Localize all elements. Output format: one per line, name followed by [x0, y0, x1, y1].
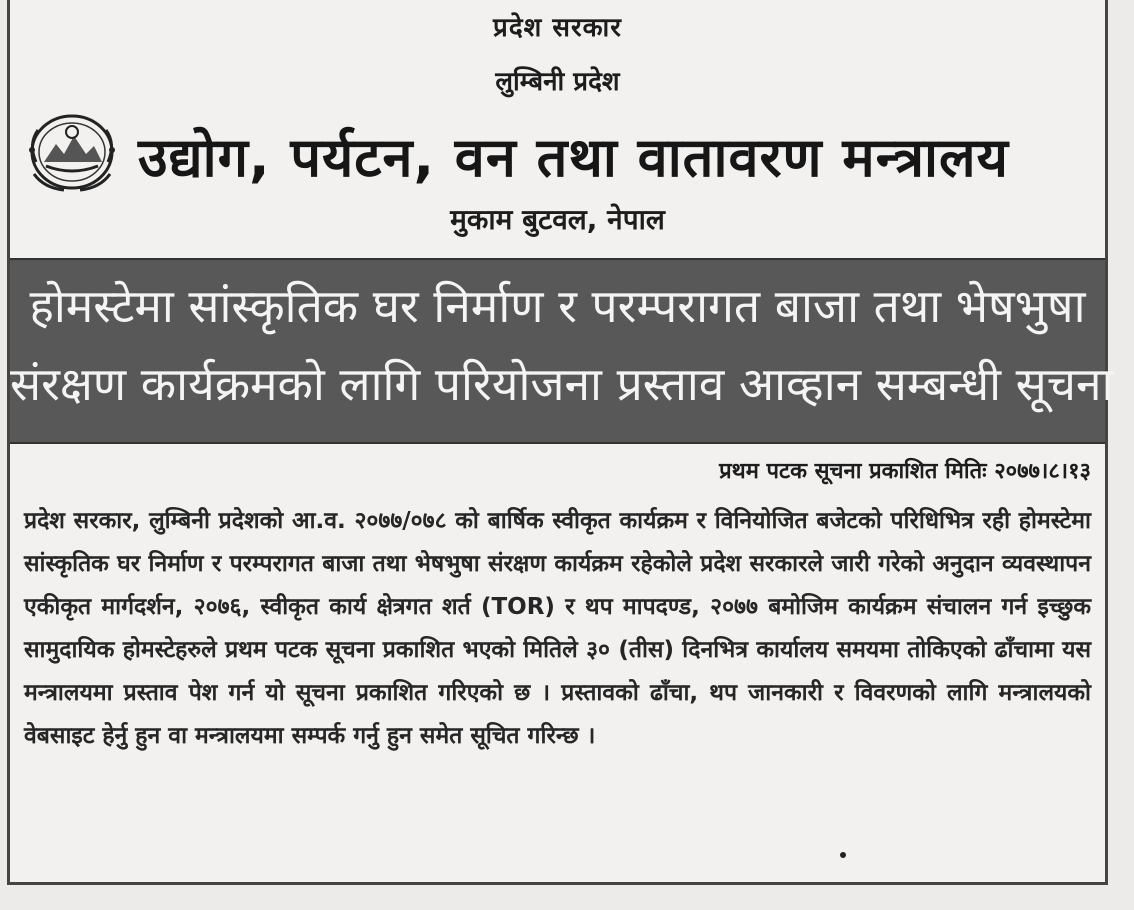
nepal-government-emblem-icon — [24, 104, 120, 196]
notice-title-line-1: होमस्टेमा सांस्कृतिक घर निर्माण र परम्परागत बाजा तथा भेषभुषा — [29, 279, 1086, 333]
notice-body: प्रदेश सरकार, लुम्बिनी प्रदेशको आ.व. २०७७/०७८ को बार्षिक स्वीकृत कार्यक्रम र विनियोजित बजेटको परिधिभित्र रही होमस्टेमा सांस्कृतिक घर निर्माण र परम्परागत बाजा तथा भेषभुषा संरक्षण कार्यक्रम रहेकोले प्रदेश सरकारले जारी गरेको अनुदान व्यवस्थापन एकीकृत मार्गदर्शन, २०७६, स्वीकृत कार्य क्षेत्रगत शर्त (TOR) र थप मापदण्ड, २०७७ बमोजिम कार्यक्रम संचालन गर्न इच्छुक सामुदायिक होमस्टेहरुले प्रथम पटक सूचना प्रकाशित भएको मितिले ३० (तीस) दिनभित्र कार्यालय समयमा तोकिएको ढाँचामा यस मन्त्रालयमा प्रस्ताव पेश गर्न यो सूचना प्रकाशित गरिएको छ । प्रस्तावको ढाँचा, थप जानकारी र विवरणको लागि मन्त्रालयको वेबसाइट हेर्नु हुन वा मन्त्रालयमा सम्पर्क गर्नु हुन समेत सूचित गरिन्छ । — [24, 508, 1091, 749]
government-name: प्रदेश सरकार — [493, 13, 622, 43]
ministry-title: उद्योग, पर्यटन, वन तथा वातावरण मन्त्रालय — [138, 126, 1009, 189]
ink-dot — [840, 852, 846, 858]
publication-date: प्रथम पटक सूचना प्रकाशित मितिः २०७७।८।१३ — [719, 459, 1091, 484]
notice-header — [10, 0, 1105, 255]
province-name: लुम्बिनी प्रदेश — [495, 67, 620, 97]
notice-title-line-2: संरक्षण कार्यक्रमको लागि परियोजना प्रस्ताव आव्हान सम्बन्धी सूचना — [10, 357, 1114, 411]
notice-title-banner — [10, 258, 1114, 444]
public-notice — [7, 0, 1114, 885]
office-location: मुकाम बुटवल, नेपाल — [450, 203, 665, 236]
